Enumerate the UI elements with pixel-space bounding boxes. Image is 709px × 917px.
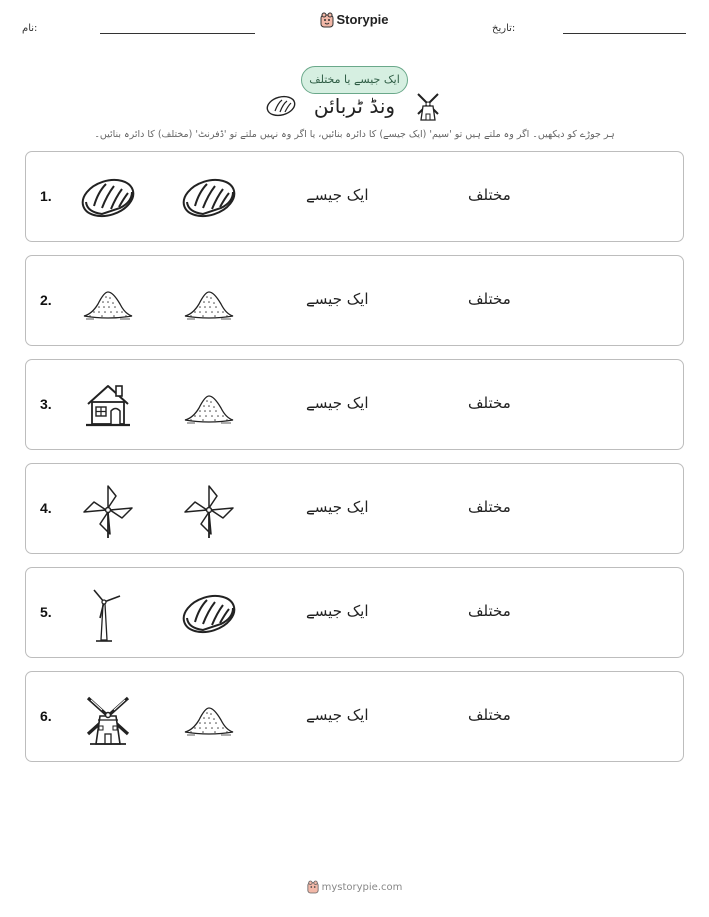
same-option[interactable]: ایک جیسے <box>306 290 369 308</box>
page-title: ونڈ ٹربائن <box>313 94 396 118</box>
row-number: 6. <box>40 708 52 724</box>
pinwheel-icon <box>181 482 237 538</box>
footer-url[interactable]: mystorypie.com <box>321 882 403 893</box>
name-label: نام: <box>22 23 38 34</box>
name-line[interactable] <box>100 33 255 34</box>
question-row <box>25 567 684 658</box>
brand <box>0 12 709 28</box>
date-label: تاریخ: <box>492 23 516 34</box>
same-option[interactable]: ایک جیسے <box>306 186 369 204</box>
different-option[interactable]: مختلف <box>468 706 511 724</box>
sand-pile-icon <box>181 378 237 434</box>
pinwheel-icon <box>80 482 136 538</box>
wind-turbine-icon <box>80 586 136 642</box>
different-option[interactable]: مختلف <box>468 602 511 620</box>
row-number: 2. <box>40 292 52 308</box>
row-number: 4. <box>40 500 52 516</box>
sand-pile-icon <box>181 274 237 330</box>
badge-same-or-different: ایک جیسے یا مختلف <box>301 66 408 94</box>
sand-pile-icon <box>80 274 136 330</box>
question-row <box>25 671 684 762</box>
different-option[interactable]: مختلف <box>468 290 511 308</box>
bread-icon <box>181 586 237 642</box>
bread-icon <box>181 170 237 226</box>
sand-pile-icon <box>181 690 237 746</box>
house-icon <box>80 378 136 434</box>
question-row <box>25 463 684 554</box>
storypie-footer-logo-icon <box>307 880 319 894</box>
same-option[interactable]: ایک جیسے <box>306 602 369 620</box>
row-number: 5. <box>40 604 52 620</box>
row-number: 1. <box>40 188 52 204</box>
question-row <box>25 359 684 450</box>
storypie-logo-icon <box>320 12 334 28</box>
brand-name: Storypie <box>336 12 389 27</box>
same-option[interactable]: ایک جیسے <box>306 706 369 724</box>
question-row <box>25 151 684 242</box>
same-option[interactable]: ایک جیسے <box>306 498 369 516</box>
date-line[interactable] <box>563 33 686 34</box>
bread-icon <box>80 170 136 226</box>
windmill-icon <box>80 690 136 746</box>
same-option[interactable]: ایک جیسے <box>306 394 369 412</box>
footer <box>0 880 709 894</box>
instructions: ہر جوڑے کو دیکھیں۔ اگر وہ ملتے ہیں تو 'سیم' (ایک جیسے) کا دائرہ بنائیں، یا اگر وہ نہیں ملتے تو 'ڈفرنٹ' (مختلف) کا دائرہ بنائیں۔ <box>94 129 615 140</box>
different-option[interactable]: مختلف <box>468 498 511 516</box>
question-row <box>25 255 684 346</box>
row-number: 3. <box>40 396 52 412</box>
different-option[interactable]: مختلف <box>468 394 511 412</box>
different-option[interactable]: مختلف <box>468 186 511 204</box>
windmill-title-icon <box>414 90 442 122</box>
